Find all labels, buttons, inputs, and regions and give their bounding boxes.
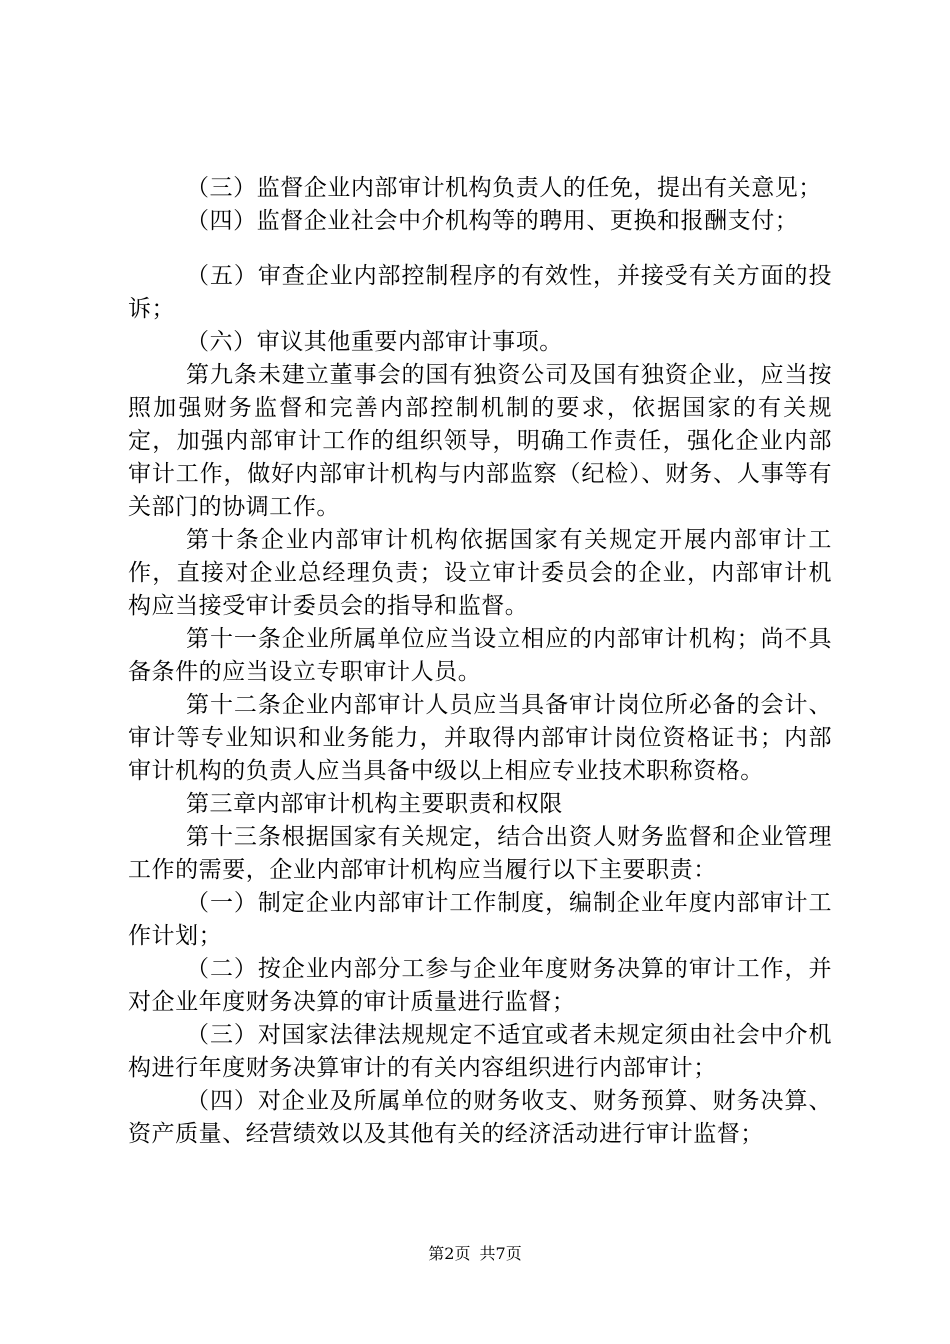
- duty-item-3: （三）对国家法律法规规定不适宜或者未规定须由社会中介机构进行年度财务决算审计的有关内容组织进行内部审计；: [128, 1022, 832, 1081]
- article-9: 第九条未建立董事会的国有独资公司及国有独资企业，应当按照加强财务监督和完善内部控制机制的要求，依据国家的有关规定，加强内部审计工作的组织领导，明确工作责任，强化企业内部审计工作，做好内部审计机构与内部监察（纪检）、财务、人事等有关部门的协调工作。: [128, 362, 832, 520]
- article-11: 第十一条企业所属单位应当设立相应的内部审计机构；尚不具备条件的应当设立专职审计人员。: [128, 626, 832, 685]
- page-total: 共7页: [479, 1244, 522, 1263]
- page-footer: [0, 1244, 950, 1264]
- duty-item-1: （一）制定企业内部审计工作制度，编制企业年度内部审计工作计划；: [128, 890, 832, 949]
- article-10: 第十条企业内部审计机构依据国家有关规定开展内部审计工作，直接对企业总经理负责；设立审计委员会的企业，内部审计机构应当接受审计委员会的指导和监督。: [128, 527, 832, 619]
- article-13: 第十三条根据国家有关规定，结合出资人财务监督和企业管理工作的需要，企业内部审计机构应当履行以下主要职责：: [128, 824, 832, 883]
- paragraph-item-4: （四）监督企业社会中介机构等的聘用、更换和报酬支付；: [186, 208, 799, 234]
- chapter-3-heading: 第三章内部审计机构主要职责和权限: [186, 791, 563, 817]
- page-number: 第2页: [428, 1244, 471, 1263]
- paragraph-item-6: （六）审议其他重要内部审计事项。: [186, 329, 563, 355]
- document-body: [128, 172, 832, 1151]
- article-12: 第十二条企业内部审计人员应当具备审计岗位所必备的会计、审计等专业知识和业务能力，并取得内部审计岗位资格证书；内部审计机构的负责人应当具备中级以上相应专业技术职称资格。: [128, 692, 832, 784]
- paragraph-item-3: （三）监督企业内部审计机构负责人的任免，提出有关意见；: [186, 175, 822, 201]
- duty-item-2: （二）按企业内部分工参与企业年度财务决算的审计工作，并对企业年度财务决算的审计质量进行监督；: [128, 956, 832, 1015]
- paragraph-item-5: （五）审查企业内部控制程序的有效性，并接受有关方面的投诉；: [128, 263, 832, 322]
- duty-item-4: （四）对企业及所属单位的财务收支、财务预算、财务决算、资产质量、经营绩效以及其他有关的经济活动进行审计监督；: [128, 1088, 832, 1147]
